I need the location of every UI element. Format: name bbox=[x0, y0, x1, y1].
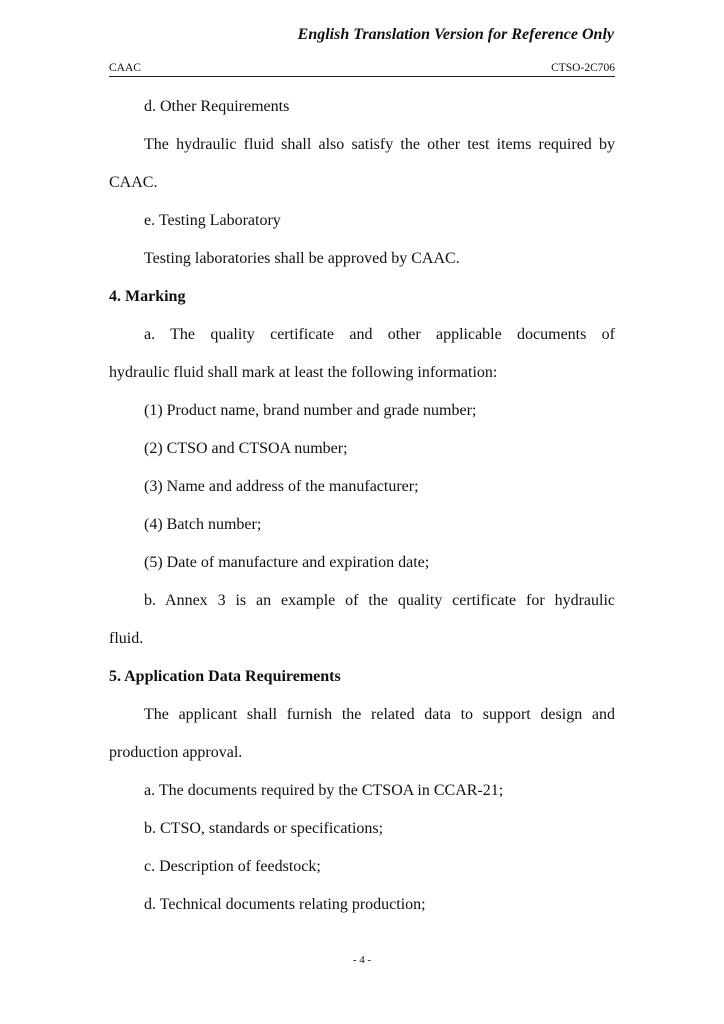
paragraph-line: b. Annex 3 is an example of the quality certificate for hydraulic bbox=[144, 592, 615, 609]
list-item: (4) Batch number; bbox=[144, 516, 262, 533]
list-item: (3) Name and address of the manufacturer; bbox=[144, 478, 419, 495]
subsection-title: e. Testing Laboratory bbox=[144, 212, 281, 229]
translation-banner: English Translation Version for Reference Only bbox=[297, 26, 614, 43]
document-body bbox=[109, 94, 615, 930]
section-heading-application-data: 5. Application Data Requirements bbox=[109, 668, 341, 685]
list-item: (2) CTSO and CTSOA number; bbox=[144, 440, 348, 457]
list-item: d. Technical documents relating production; bbox=[144, 896, 426, 913]
page-number: - 4 - bbox=[352, 954, 372, 966]
section-heading-marking: 4. Marking bbox=[109, 288, 186, 305]
list-item: b. CTSO, standards or specifications; bbox=[144, 820, 384, 837]
list-item: c. Description of feedstock; bbox=[144, 858, 321, 875]
subsection-title: d. Other Requirements bbox=[144, 98, 290, 115]
paragraph-line: The applicant shall furnish the related data to support design and bbox=[144, 706, 615, 723]
list-item: (5) Date of manufacture and expiration date; bbox=[144, 554, 430, 571]
header-doc-id: CTSO-2C706 bbox=[551, 62, 615, 74]
paragraph-line: fluid. bbox=[109, 630, 144, 647]
list-item: (1) Product name, brand number and grade number; bbox=[144, 402, 477, 419]
page-header bbox=[109, 62, 615, 77]
paragraph-line: The hydraulic fluid shall also satisfy the other test items required by bbox=[144, 136, 615, 153]
paragraph-line: production approval. bbox=[109, 744, 243, 761]
header-org: CAAC bbox=[109, 62, 141, 74]
paragraph-line: CAAC. bbox=[109, 174, 158, 191]
paragraph-line: a. The quality certificate and other applicable documents of bbox=[144, 326, 615, 343]
list-item: a. The documents required by the CTSOA in CCAR-21; bbox=[144, 782, 504, 799]
paragraph-line: hydraulic fluid shall mark at least the following information: bbox=[109, 364, 498, 381]
paragraph-line: Testing laboratories shall be approved by CAAC. bbox=[144, 250, 460, 267]
